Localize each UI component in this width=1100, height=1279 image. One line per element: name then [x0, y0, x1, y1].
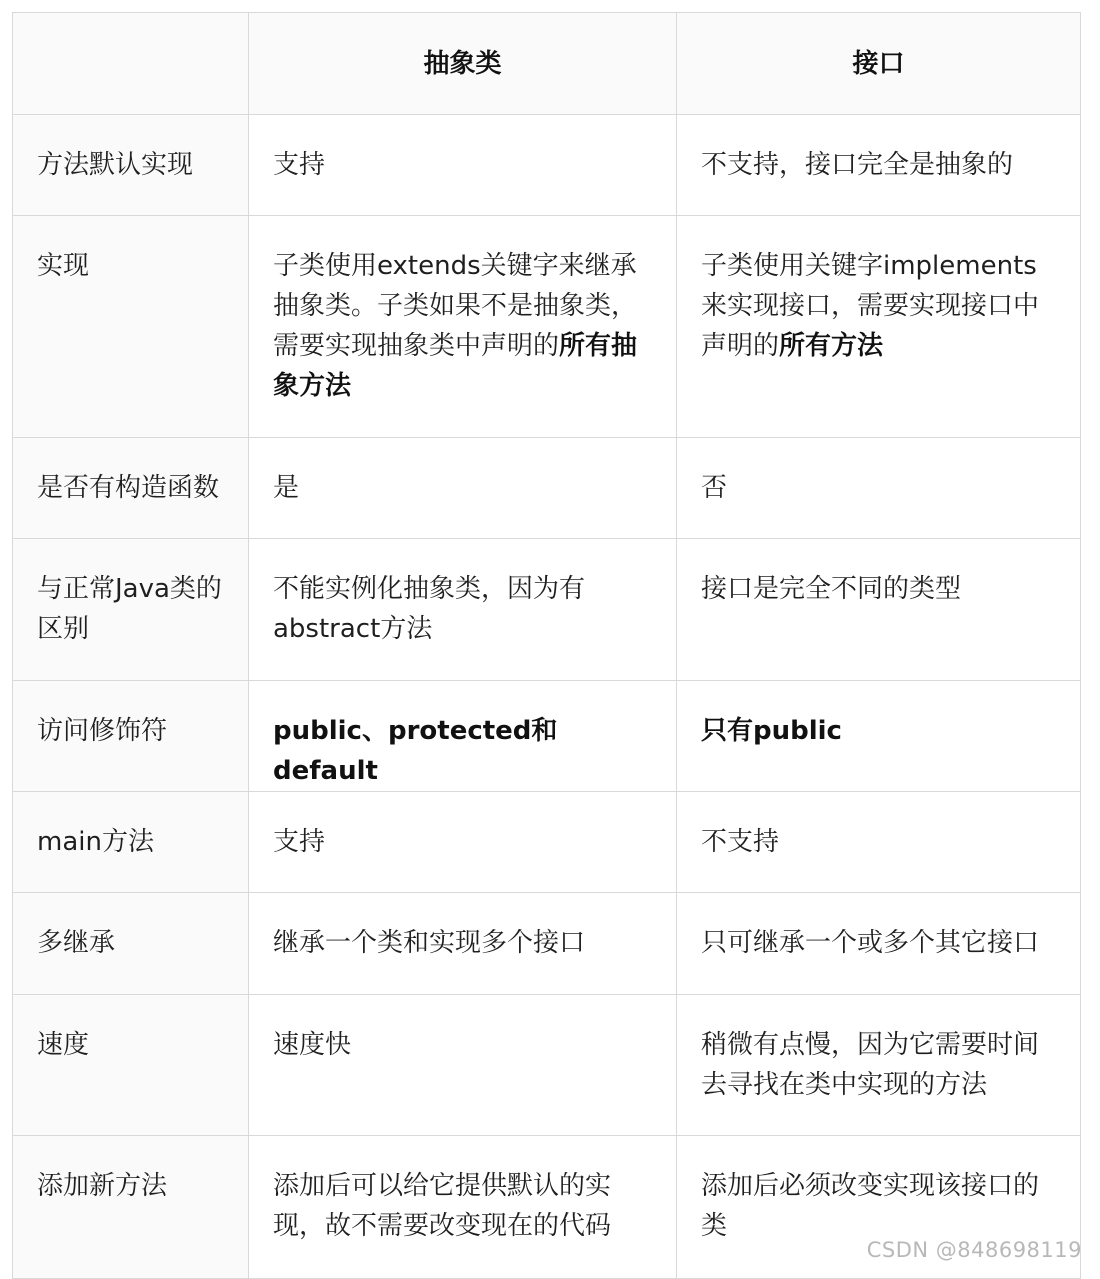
- table-row: [13, 893, 1081, 995]
- abstract-cell: 是: [249, 438, 677, 539]
- row-label: 添加新方法: [13, 1136, 249, 1279]
- interface-cell: 只可继承一个或多个其它接口: [677, 893, 1081, 995]
- abstract-cell: 速度快: [249, 995, 677, 1136]
- interface-cell: [677, 681, 1081, 792]
- abstract-cell: 不能实例化抽象类，因为有abstract方法: [249, 539, 677, 681]
- table-row: [13, 216, 1081, 438]
- row-label: 速度: [13, 995, 249, 1136]
- table-row: [13, 115, 1081, 216]
- abstract-cell: 支持: [249, 792, 677, 893]
- cell-text: 子类使用extends关键字来继承抽象类。子类如果不是抽象类，需要实现抽象类中声明的: [273, 251, 638, 361]
- header-corner: [13, 13, 249, 115]
- interface-cell: 稍微有点慢，因为它需要时间去寻找在类中实现的方法: [677, 995, 1081, 1136]
- cell-bold-text: public、protected和default: [273, 716, 558, 786]
- row-label: 与正常Java类的区别: [13, 539, 249, 681]
- interface-cell: 不支持: [677, 792, 1081, 893]
- abstract-cell: 继承一个类和实现多个接口: [249, 893, 677, 995]
- abstract-cell: 添加后可以给它提供默认的实现，故不需要改变现在的代码: [249, 1136, 677, 1279]
- csdn-watermark: CSDN @848698119: [866, 1238, 1082, 1262]
- comparison-table: [12, 12, 1081, 1279]
- row-label: main方法: [13, 792, 249, 893]
- abstract-cell: 支持: [249, 115, 677, 216]
- abstract-cell: [249, 216, 677, 438]
- interface-cell: 接口是完全不同的类型: [677, 539, 1081, 681]
- row-label: 是否有构造函数: [13, 438, 249, 539]
- table-row: [13, 792, 1081, 893]
- interface-cell: [677, 216, 1081, 438]
- cell-bold-text: 所有抽象方法: [273, 331, 638, 401]
- abstract-cell: [249, 681, 677, 792]
- cell-bold-text: 所有方法: [779, 331, 884, 361]
- interface-cell: 添加后必须改变实现该接口的类: [677, 1136, 1081, 1279]
- header-abstract-class: 抽象类: [249, 13, 677, 115]
- row-label: 访问修饰符: [13, 681, 249, 792]
- cell-bold-text: 只有public: [701, 716, 842, 746]
- table-row: [13, 438, 1081, 539]
- row-label: 方法默认实现: [13, 115, 249, 216]
- table-header-row: [13, 13, 1081, 115]
- cell-text: 子类使用关键字implements来实现接口，需要实现接口中声明的: [701, 251, 1040, 361]
- row-label: 多继承: [13, 893, 249, 995]
- header-interface: 接口: [677, 13, 1081, 115]
- table-row: [13, 681, 1081, 792]
- interface-cell: 不支持，接口完全是抽象的: [677, 115, 1081, 216]
- table-row: [13, 539, 1081, 681]
- table-row: [13, 995, 1081, 1136]
- row-label: 实现: [13, 216, 249, 438]
- interface-cell: 否: [677, 438, 1081, 539]
